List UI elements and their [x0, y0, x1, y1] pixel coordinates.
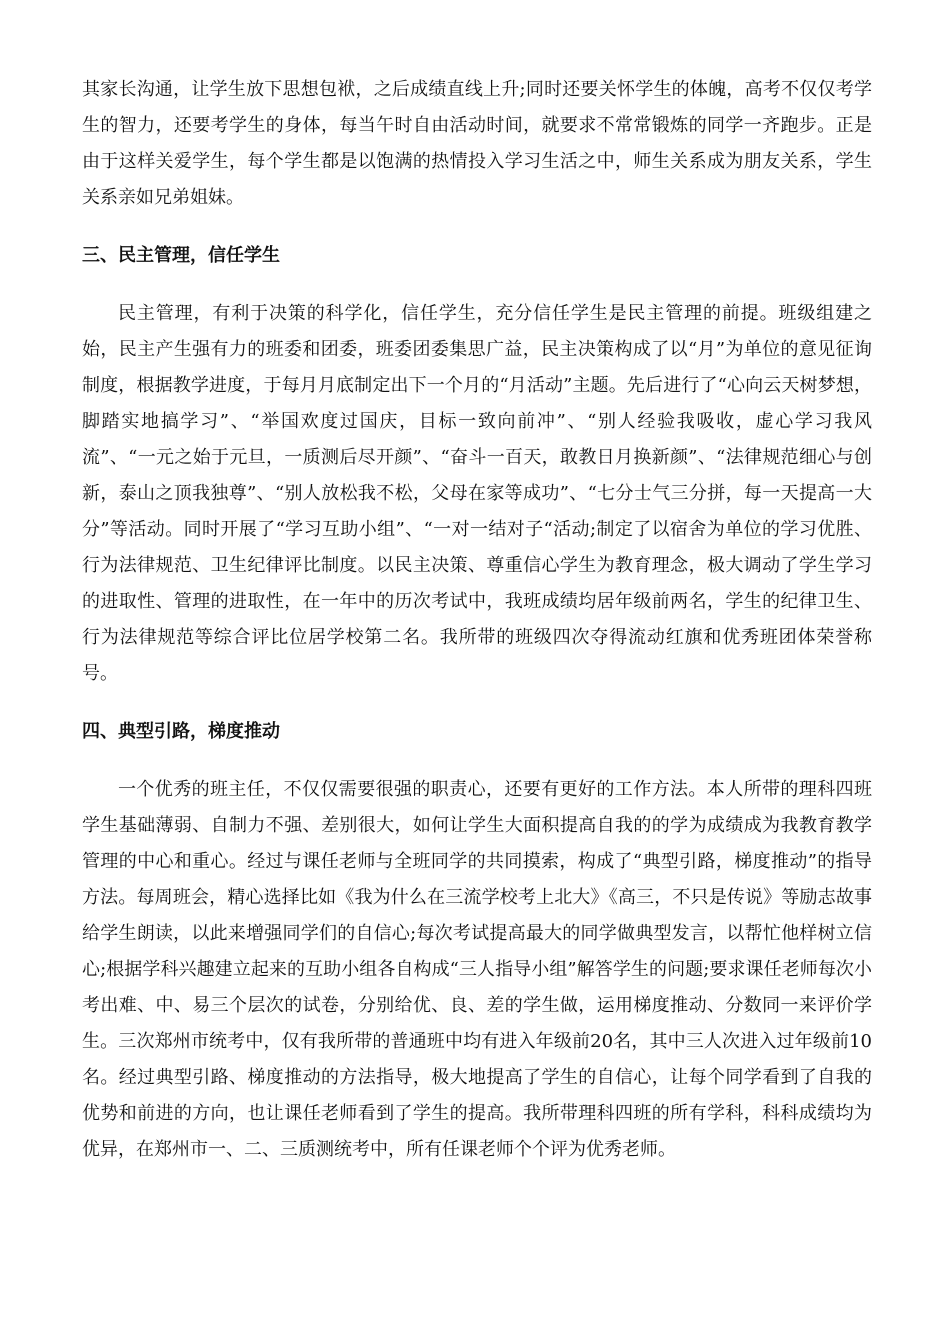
document-page — [82, 72, 872, 1168]
continued-paragraph: 其家长沟通，让学生放下思想包袱，之后成绩直线上升;同时还要关怀学生的体魄，高考不仅仅考学生的智力，还要考学生的身体，每当午时自由活动时间，就要求不常常锻炼的同学一齐跑步。正是由于这样关爱学生，每个学生都是以饱满的热情投入学习生活之中，师生关系成为朋友关系，学生关系亲如兄弟姐妹。 — [82, 79, 872, 208]
section-4-body: 一个优秀的班主任，不仅仅需要很强的职责心，还要有更好的工作方法。本人所带的理科四班学生基础薄弱、自制力不强、差别很大，如何让学生大面积提高自我的的学为成绩成为我教育教学管理的中心和重心。经过与课任老师与全班同学的共同摸索，构成了“典型引路，梯度推动”的指导方法。每周班会，精心选择比如《我为什么在三流学校考上北大》《高三，不只是传说》等励志故事给学生朗读，以此来增强同学们的自信心;每次考试提高最大的同学做典型发言，以帮忙他样树立信心;根据学科兴趣建立起来的互助小组各自构成“三人指导小组”解答学生的问题;要求课任老师每次小考出难、中、易三个层次的试卷，分别给优、良、差的学生做，运用梯度推动、分数同一来评价学生。三次郑州市统考中，仅有我所带的普通班中均有进入年级前20名，其中三人次进入过年级前10名。经过典型引路、梯度推动的方法指导，极大地提高了学生的自信心，让每个同学看到了自我的优势和前进的方向，也让课任老师看到了学生的提高。我所带理科四班的所有学科，科科成绩均为优异，在郑州市一、二、三质测统考中，所有任课老师个个评为优秀老师。 — [82, 779, 872, 1160]
section-heading-3: 三、民主管理，信任学生 — [82, 245, 280, 266]
section-heading-4: 四、典型引路，梯度推动 — [82, 721, 280, 742]
section-3-body: 民主管理，有利于决策的科学化，信任学生，充分信任学生是民主管理的前提。班级组建之始，民主产生强有力的班委和团委，班委团委集思广益，民主决策构成了以“月”为单位的意见征询制度，根据教学进度，于每月月底制定出下一个月的“月活动”主题。先后进行了“心向云天树梦想，脚踏实地搞学习”、“举国欢度过国庆，目标一致向前冲”、“别人经验我吸收，虚心学习我风流”、“一元之始于元旦，一质测后尽开颜”、“奋斗一百天，敢教日月换新颜”、“法律规范细心与创新，泰山之顶我独尊”、“别人放松我不松，父母在家等成功”、“七分士气三分拼，每一天提高一大分”等活动。同时开展了“学习互助小组”、“一对一结对子“活动;制定了以宿舍为单位的学习优胜、行为法律规范、卫生纪律评比制度。以民主决策、尊重信心学生为教育理念，极大调动了学生学习的进取性、管理的进取性，在一年中的历次考试中，我班成绩均居年级前两名，学生的纪律卫生、行为法律规范等综合评比位居学校第二名。我所带的班级四次夺得流动红旗和优秀班团体荣誉称号。 — [82, 303, 872, 684]
